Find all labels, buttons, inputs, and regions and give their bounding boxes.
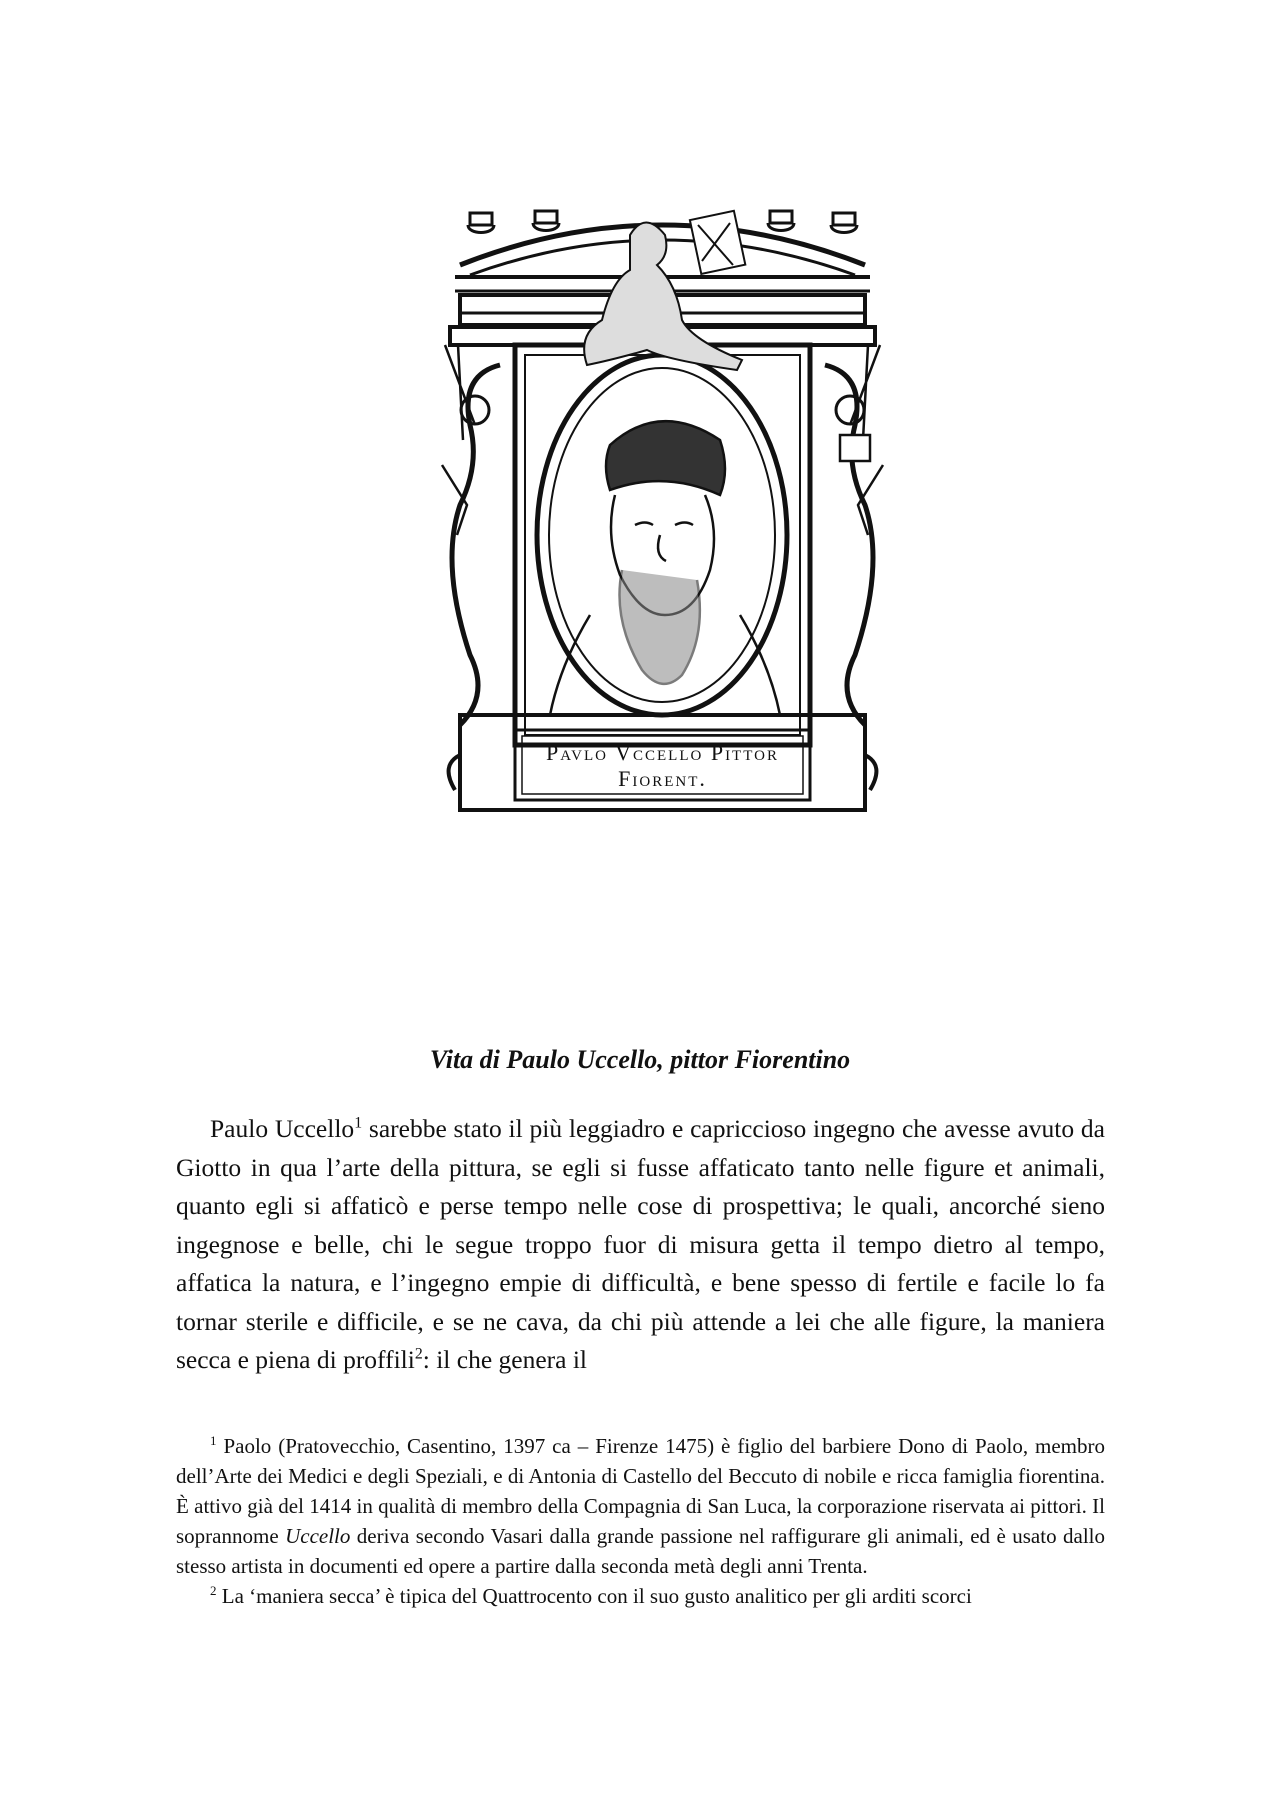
footnote-1 — [176, 1431, 1105, 1581]
footnote-1-emphasis: Uccello — [285, 1524, 351, 1548]
footnotes-section — [176, 1431, 1105, 1611]
footnote-ref-1[interactable]: 1 — [354, 1114, 363, 1132]
portrait-cartouche-line1: Pavlo Vccello Pittor — [546, 740, 779, 765]
body-paragraph — [176, 1110, 1105, 1380]
body-text-part-1: Paulo Uccello — [210, 1114, 355, 1143]
portrait-cartouche-line2: Fiorent. — [618, 766, 707, 791]
footnote-1-text-a: Paolo (Pratovecchio, Casentino, 1397 ca – Firenze 1475) è figlio del barbiere Dono di Paolo, membro dell’Arte dei Medici e degli Speziali, e di Antonia di Castello del Beccuto di nobile e ricca famiglia fiorentina. È attivo già del 1414 in qualità di membro della Compagnia di San Luca, la corporazione riservata ai pittori. Il soprannome — [176, 1434, 1105, 1548]
woodcut-frame-illustration — [440, 195, 885, 820]
chapter-title: Vita di Paulo Uccello, pittor Fiorentino — [429, 1045, 851, 1074]
footnote-1-text-b: deriva secondo Vasari dalla grande passione nel raffigurare gli animali, ed è usato dallo stesso artista in documenti ed opere a partire dalla seconda metà degli anni Trenta. — [176, 1524, 1105, 1578]
footnote-1-number: 1 — [210, 1433, 217, 1448]
footnote-2-text: La ‘maniera secca’ è tipica del Quattrocento con il suo gusto analitico per gli arditi scorci — [216, 1584, 972, 1608]
footnote-2-number: 2 — [210, 1583, 217, 1598]
footnote-2 — [176, 1581, 1105, 1611]
portrait-woodcut — [440, 195, 885, 820]
footnote-ref-2[interactable]: 2 — [414, 1345, 423, 1363]
body-text-part-2: sarebbe stato il più leggiadro e capriccioso ingegno che avesse avuto da Giotto in qua l’arte della pittura, se egli si fusse affaticato tanto nelle figure et animali, quanto egli si affaticò e perse tempo nelle cose di prospettiva; le quali, ancorché sieno ingegnose e belle, chi le segue troppo fuor di misura getta il tempo dietro al tempo, affatica la natura, e l’ingegno empie di difficultà, e bene spesso di fertile e facile lo fa tornar sterile e difficile, e se ne cava, da chi più attende a lei che alle figure, la maniera secca e piena di proffili — [176, 1114, 1106, 1374]
body-text-part-3: : il che genera il — [422, 1345, 588, 1374]
